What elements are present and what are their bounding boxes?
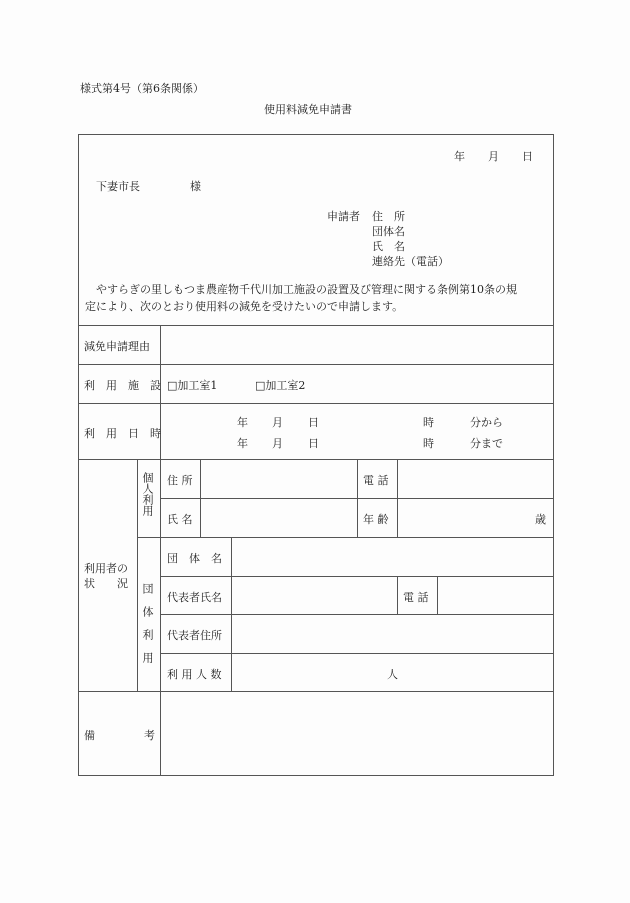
addressee-name: 下妻市長 (96, 180, 140, 193)
from-year: 年 (237, 416, 248, 429)
facility-option-1[interactable] (167, 377, 217, 393)
group-use-label: 団体利用 (141, 583, 154, 675)
from-hour: 時 (423, 416, 434, 429)
rep-address-label: 代表者住所 (167, 629, 222, 642)
intro-line-1: やすらぎの里しもつま農産物千代川加工施設の設置及び管理に関する条例第10条の規 (96, 283, 517, 296)
remarks-field[interactable] (162, 693, 552, 774)
remarks-label-left: 備 (84, 729, 95, 742)
page-title: 使用料減免申請書 (264, 103, 352, 116)
individual-age-field[interactable] (399, 500, 552, 536)
rep-name-label: 代表者氏名 (167, 591, 222, 604)
facility-label: 利 用 施 設 (84, 379, 161, 392)
applicant-contact-label: 連絡先（電話） (372, 255, 449, 268)
individual-name-field[interactable] (202, 500, 356, 536)
addressee-honorific: 様 (190, 180, 201, 193)
facility-option-1-label: 加工室1 (177, 379, 218, 392)
datetime-label: 利 用 日 時 (84, 427, 161, 440)
to-hour: 時 (423, 437, 434, 450)
individual-address-label: 住 所 (167, 474, 193, 487)
user-status-label-2: 状 況 (84, 577, 128, 590)
user-count-field[interactable] (233, 655, 383, 690)
applicant-label: 申請者 (327, 210, 360, 223)
individual-age-label: 年 齢 (363, 513, 389, 526)
facility-option-2[interactable] (255, 377, 305, 393)
applicant-name-label: 氏 名 (372, 240, 405, 253)
individual-address-field[interactable] (202, 461, 356, 497)
applicant-group-label: 団体名 (372, 225, 405, 238)
from-day: 日 (308, 416, 319, 429)
to-day: 日 (308, 437, 319, 450)
rep-address-field[interactable] (233, 616, 552, 652)
form-number: 様式第4号（第6条関係） (80, 82, 204, 95)
age-unit: 歳 (535, 513, 546, 526)
facility-option-2-label: 加工室2 (265, 379, 306, 392)
remarks-label-right: 考 (144, 729, 155, 742)
from-minute: 分から (470, 416, 503, 429)
group-name-field[interactable] (233, 539, 552, 575)
from-month: 月 (272, 416, 283, 429)
individual-phone-field[interactable] (399, 461, 552, 497)
date-year: 年 (454, 150, 465, 163)
group-phone-label: 電 話 (403, 591, 429, 604)
intro-line-2: 定により、次のとおり使用料の減免を受けたいので申請します。 (85, 300, 404, 313)
date-month: 月 (488, 150, 499, 163)
individual-phone-label: 電 話 (363, 474, 389, 487)
individual-name-label: 氏 名 (167, 513, 193, 526)
user-status-label-1: 利用者の (84, 562, 128, 575)
rep-name-field[interactable] (233, 578, 396, 613)
user-count-label: 利 用 人 数 (167, 668, 222, 681)
group-name-label: 団 体 名 (167, 552, 222, 565)
individual-use-label: 個人利用 (141, 472, 154, 516)
reason-field[interactable] (162, 327, 552, 363)
user-count-unit: 人 (387, 668, 398, 681)
checkbox-icon[interactable]: □ (255, 379, 266, 392)
date-day: 日 (522, 150, 533, 163)
checkbox-icon[interactable]: □ (167, 379, 178, 392)
reason-label: 減免申請理由 (84, 340, 150, 353)
applicant-address-label: 住 所 (372, 210, 405, 223)
group-phone-field[interactable] (439, 578, 552, 613)
to-minute: 分まで (470, 437, 503, 450)
to-month: 月 (272, 437, 283, 450)
to-year: 年 (237, 437, 248, 450)
